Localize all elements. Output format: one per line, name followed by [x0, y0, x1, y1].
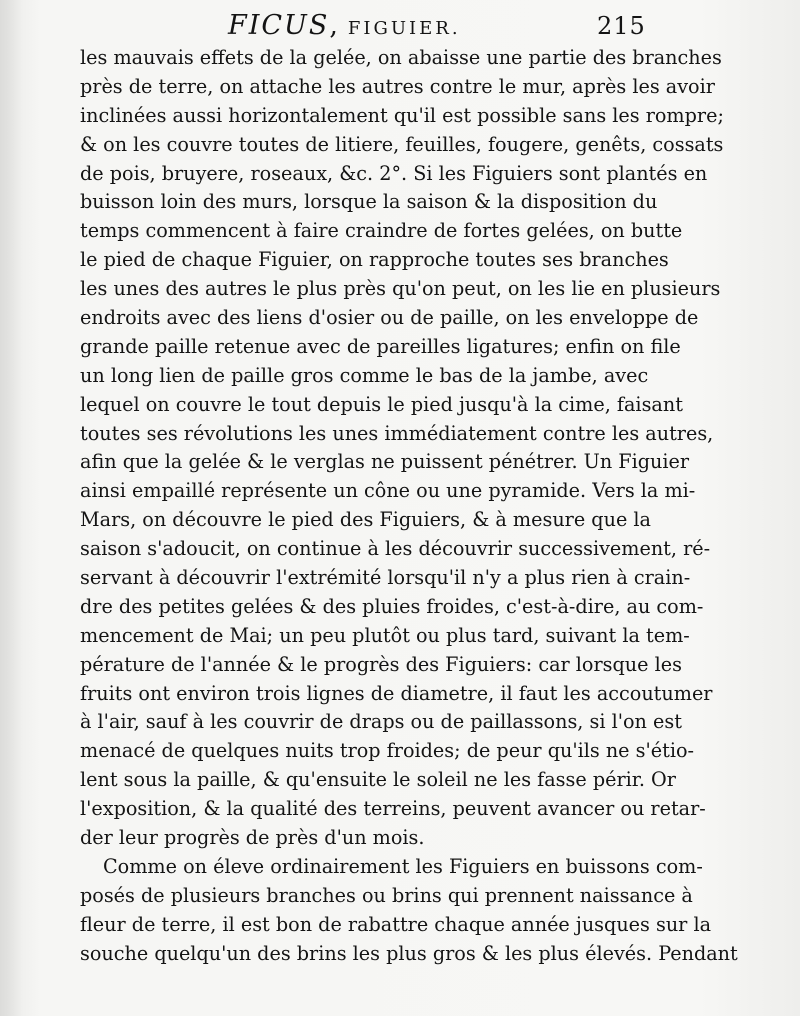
text-line: lequel on couvre le tout depuis le pied jusqu'à la cime, faisant — [80, 392, 683, 416]
text-line: un long lien de paille gros comme le bas de la jambe, avec — [80, 363, 649, 387]
text-line: le pied de chaque Figuier, on rapproche toutes ses branches — [80, 248, 669, 272]
text-line: servant à découvrir l'extrémité lorsqu'il n'y a plus rien à crain- — [80, 566, 691, 590]
text-line: l'exposition, & la qualité des terreins, peuvent avancer ou retar- — [80, 797, 706, 821]
text-line: dre des petites gelées & des pluies froides, c'est-à-dire, au com- — [80, 594, 704, 618]
gutter-shadow — [0, 0, 22, 1016]
text-line: lent sous la paille, & qu'ensuite le soleil ne les fasse périr. Or — [80, 768, 676, 792]
text-line: fruits ont environ trois lignes de diametre, il faut les accoutumer — [80, 681, 713, 705]
text-line: souche quelqu'un des brins les plus gros & les plus élevés. Pendant — [80, 941, 738, 965]
running-head-separator: , — [329, 10, 340, 41]
text-line: afin que la gelée & le verglas ne puissent pénétrer. Un Figuier — [80, 450, 690, 474]
text-line: les mauvais effets de la gelée, on abaisse une partie des branches — [80, 46, 722, 69]
text-line: menacé de quelques nuits trop froides; de peur qu'ils ne s'étio- — [80, 739, 694, 763]
text-line: près de terre, on attache les autres contre le mur, après les avoir — [80, 74, 715, 98]
running-head-subtitle: FIGUIER. — [347, 18, 461, 39]
text-line: endroits avec des liens d'osier ou de paille, on les enveloppe de — [80, 306, 699, 330]
text-line: buisson loin des murs, lorsque la saison & la disposition du — [80, 190, 658, 214]
text-line: Comme on éleve ordinairement les Figuiers en buissons com- — [103, 854, 703, 878]
text-line: Mars, on découvre le pied des Figuiers, & à mesure que la — [80, 508, 651, 532]
text-line: à l'air, sauf à les couvrir de draps ou de paillassons, si l'on est — [80, 710, 682, 734]
page-header — [0, 6, 800, 48]
text-line: toutes ses révolutions les unes immédiatement contre les autres, — [80, 421, 714, 445]
paragraph-2 — [80, 853, 738, 969]
text-line: posés de plusieurs branches ou brins qui prennent naissance à — [80, 883, 693, 907]
text-line: grande paille retenue avec de pareilles ligatures; enfin on file — [80, 334, 681, 358]
page-number: 215 — [597, 12, 646, 40]
running-head — [228, 10, 461, 41]
paragraph-1 — [80, 44, 724, 853]
text-line: de pois, bruyere, roseaux, &c. 2°. Si les Figuiers sont plantés en — [80, 161, 708, 185]
body-text — [80, 44, 738, 969]
text-line: der leur progrès de près d'un mois. — [80, 826, 425, 850]
text-line: pérature de l'année & le progrès des Figuiers: car lorsque les — [80, 652, 682, 676]
text-line: saison s'adoucit, on continue à les découvrir successivement, ré- — [80, 537, 711, 561]
text-line: temps commencent à faire craindre de fortes gelées, on butte — [80, 219, 683, 243]
text-line: inclinées aussi horizontalement qu'il est possible sans les rompre; — [80, 103, 724, 127]
text-line: mencement de Mai; un peu plutôt ou plus tard, suivant la tem- — [80, 623, 690, 647]
text-line: & on les couvre toutes de litiere, feuilles, fougere, genêts, cossats — [80, 132, 724, 156]
text-line: les unes des autres le plus près qu'on peut, on les lie en plusieurs — [80, 277, 721, 301]
text-line: fleur de terre, il est bon de rabattre chaque année jusques sur la — [80, 912, 712, 936]
running-head-title: FICUS — [228, 10, 330, 41]
text-line: ainsi empaillé représente un cône ou une pyramide. Vers la mi- — [80, 479, 696, 503]
